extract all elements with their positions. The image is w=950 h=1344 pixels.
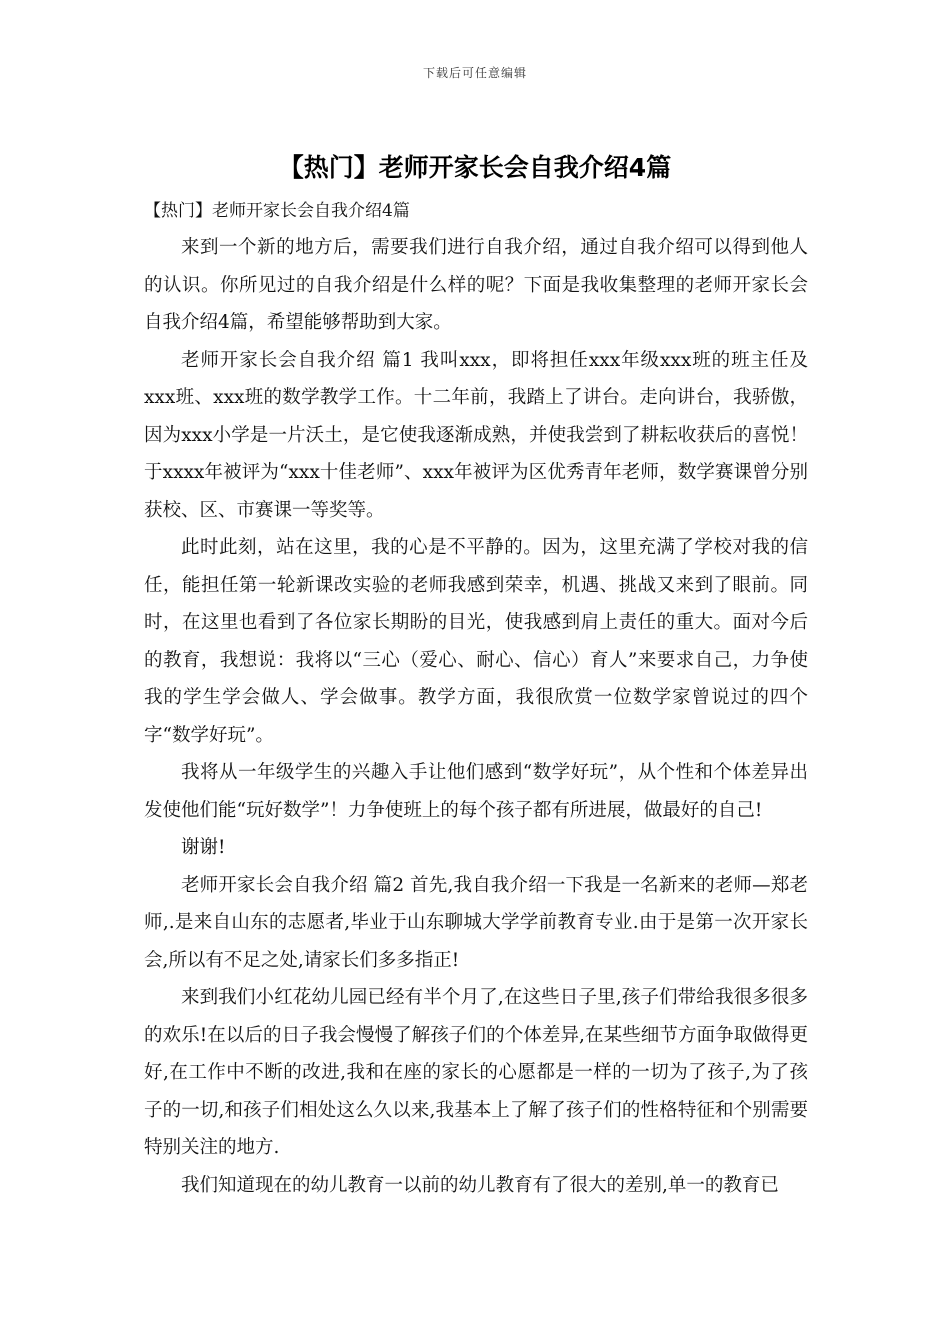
document-body (144, 197, 808, 1204)
paragraph-intro: 来到一个新的地方后，需要我们进行自我介绍，通过自我介绍可以得到他人的认识。你所见过的自我介绍是什么样的呢？下面是我收集整理的老师开家长会自我介绍4篇，希望能够帮助到大家。 (144, 237, 808, 333)
document-subtitle: 【热门】老师开家长会自我介绍4篇 (144, 201, 410, 221)
paragraph-article-2: 老师开家长会自我介绍 篇2 首先,我自我介绍一下我是一名新来的老师—郑老师,.是来自山东的志愿者,毕业于山东聊城大学学前教育专业.由于是第一次开家长会,所以有不足之处,请家长们多多指正! (144, 874, 808, 971)
paragraph-article-1: 老师开家长会自我介绍 篇1 我叫xxx，即将担任xxx年级xxx班的班主任及xxx班、xxx班的数学教学工作。十二年前，我踏上了讲台。走向讲台，我骄傲，因为xxx小学是一片沃土，是它使我逐渐成熟，并使我尝到了耕耘收获后的喜悦！于xxxx年被评为“xxx十佳老师”、xxx年被评为区优秀青年老师，数学赛课曾分别获校、区、市赛课一等奖等。 (144, 349, 808, 521)
page-header-note: 下载后可任意编辑 (422, 66, 527, 80)
document-title: 【热门】老师开家长会自我介绍4篇 (278, 153, 672, 182)
paragraph-article-2-cont: 来到我们小红花幼儿园已经有半个月了,在这些日子里,孩子们带给我很多很多的欢乐!在以后的日子我会慢慢了解孩子们的个体差异,在某些细节方面争取做得更好,在工作中不断的改进,我和在座的家长的心愿都是一样的一切为了孩子,为了孩子的一切,和孩子们相处这么久以来,我基本上了解了孩子们的性格特征和个别需要特别关注的地方. (144, 987, 808, 1158)
paragraph-article-1-cont: 此时此刻，站在这里，我的心是不平静的。因为，这里充满了学校对我的信任，能担任第一轮新课改实验的老师我感到荣幸，机遇、挑战又来到了眼前。同时，在这里也看到了各位家长期盼的目光，使我感到肩上责任的重大。面对今后的教育，我想说：我将以“三心（爱心、耐心、信心）育人”来要求自己，力争使我的学生学会做人、学会做事。教学方面，我很欣赏一位数学家曾说过的四个字“数学好玩”。 (144, 537, 808, 746)
paragraph-article-1-cont2: 我将从一年级学生的兴趣入手让他们感到“数学好玩”，从个性和个体差异出发使他们能“玩好数学”！力争使班上的每个孩子都有所进展，做最好的自己! (144, 762, 808, 821)
paragraph-thanks: 谢谢! (181, 837, 226, 858)
paragraph-article-2-cont2: 我们知道现在的幼儿教育一以前的幼儿教育有了很大的差别,单一的教育已 (181, 1174, 779, 1196)
